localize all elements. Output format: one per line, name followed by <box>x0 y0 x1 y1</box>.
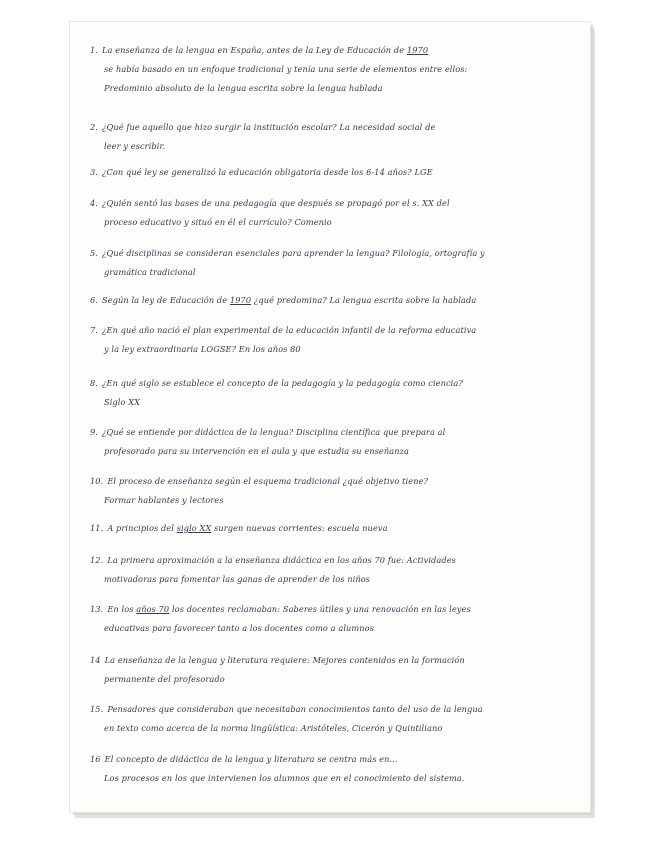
question-number: 14 <box>90 655 101 665</box>
answer-text: permanente del profesorado <box>104 674 225 684</box>
question-text: El proceso de enseñanza según el esquema tradicional ¿qué objetivo tiene? <box>107 476 428 486</box>
question-item-4 <box>90 194 560 232</box>
answer-text: Predominio absoluto de la lengua escrita sobre la lengua hablada <box>104 83 383 93</box>
question-item-6: 6. Según la ley de Educación de 1970 ¿qué predomina? La lengua escrita sobre la hablada <box>90 295 477 305</box>
question-number: 7. <box>90 325 99 335</box>
question-text: Según la ley de Educación de <box>102 295 230 305</box>
question-text: ¿En qué siglo se establece el concepto de la pedagogía y la pedagogía como ciencia? <box>102 378 463 388</box>
question-number: 8. <box>90 378 99 388</box>
underlined-text: 1970 <box>229 295 252 305</box>
question-number: 2. <box>90 122 99 132</box>
question-text: ¿Qué se entiende por didáctica de la lengua? Disciplina científica que prepara al <box>102 427 446 437</box>
question-number: 1. <box>90 45 99 55</box>
answer-text: y la ley extraordinaria LOGSE? En los años 80 <box>104 344 301 354</box>
question-text: La primera aproximación a la enseñanza didáctica en los años 70 fue: Actividades <box>107 555 456 565</box>
question-text: El concepto de didáctica de la lengua y literatura se centra más en... <box>104 754 398 764</box>
question-text: ¿Quién sentó las bases de una pedagogía que después se propagó por el s. XX del <box>102 198 450 208</box>
question-text: ¿Con qué ley se generalizó la educación obligatoria desde los 6-14 años? LGE <box>102 167 433 177</box>
question-item-1 <box>90 41 560 98</box>
underlined-text: 1970 <box>406 45 429 55</box>
question-item-13: 13. En los años 70 los docentes reclamaban: Saberes útiles y una renovación en las leyes educativas para favorecer tanto a los docentes como a alumnos <box>90 604 471 633</box>
question-item-2 <box>90 118 560 156</box>
answer-text: Formar hablantes y lectores <box>104 495 224 505</box>
question-item-11: 11. A principios del siglo XX surgen nuevas corrientes: escuela nueva <box>90 523 388 533</box>
question-item-8 <box>90 374 560 412</box>
question-number: 10. <box>90 476 104 486</box>
question-number: 5. <box>90 248 99 258</box>
question-number: 13. <box>90 604 104 614</box>
answer-text: Los procesos en los que intervienen los alumnos que en el conocimiento del sistema. <box>104 773 465 783</box>
answer-text: en texto como acerca de la norma lingüística: Aristóteles, Cicerón y Quintiliano <box>104 723 443 733</box>
question-text: En los <box>107 604 137 614</box>
answer-text: profesorado para su intervención en el aula y que estudia su enseñanza <box>104 446 410 456</box>
question-text: Pensadores que consideraban que necesitaban conocimientos tanto del uso de la lengua <box>107 704 483 714</box>
question-item-12 <box>90 551 560 589</box>
question-item-10 <box>90 472 560 510</box>
question-number: 4. <box>90 198 99 208</box>
question-item-14 <box>90 651 560 689</box>
answer-text: proceso educativo y situó en él el currículo? Comenio <box>104 217 332 227</box>
question-number: 12. <box>90 555 104 565</box>
underlined-text: años 70 <box>136 604 170 614</box>
question-number: 15. <box>90 704 104 714</box>
question-text: ¿Qué disciplinas se consideran esenciales para aprender la lengua? Filología, ortografía y <box>102 248 485 258</box>
question-text: La enseñanza de la lengua y literatura requiere: Mejores contenidos en la formación <box>104 655 465 665</box>
question-number: 9. <box>90 427 99 437</box>
answer-text: leer y escribir. <box>104 141 166 151</box>
question-number: 11. <box>90 523 104 533</box>
question-item-7 <box>90 321 560 359</box>
answer-text: educativas para favorecer tanto a los docentes como a alumnos <box>104 623 374 633</box>
answer-text: gramática tradicional <box>104 267 196 277</box>
underlined-text: siglo XX <box>176 523 212 533</box>
question-number: 3. <box>90 167 99 177</box>
question-item-5 <box>90 244 560 282</box>
question-item-15 <box>90 700 560 738</box>
question-number: 6. <box>90 295 99 305</box>
question-item-9 <box>90 423 560 461</box>
answer-text: Siglo XX <box>104 397 141 407</box>
question-text: ¿Qué fue aquello que hizo surgir la institución escolar? La necesidad social de <box>102 122 436 132</box>
question-text: se había basado en un enfoque tradicional y tenía una serie de elementos entre ellos: <box>104 64 468 74</box>
question-number: 16 <box>90 754 101 764</box>
answer-text: motivadoras para fomentar las ganas de aprender de los niños <box>104 574 371 584</box>
question-item-3 <box>90 163 560 182</box>
question-text: ¿En qué año nació el plan experimental de la educación infantil de la reforma educativa <box>102 325 477 335</box>
question-text: La enseñanza de la lengua en España, antes de la Ley de Educación de <box>102 45 407 55</box>
question-item-16 <box>90 750 560 788</box>
question-text: A principios del <box>107 523 177 533</box>
